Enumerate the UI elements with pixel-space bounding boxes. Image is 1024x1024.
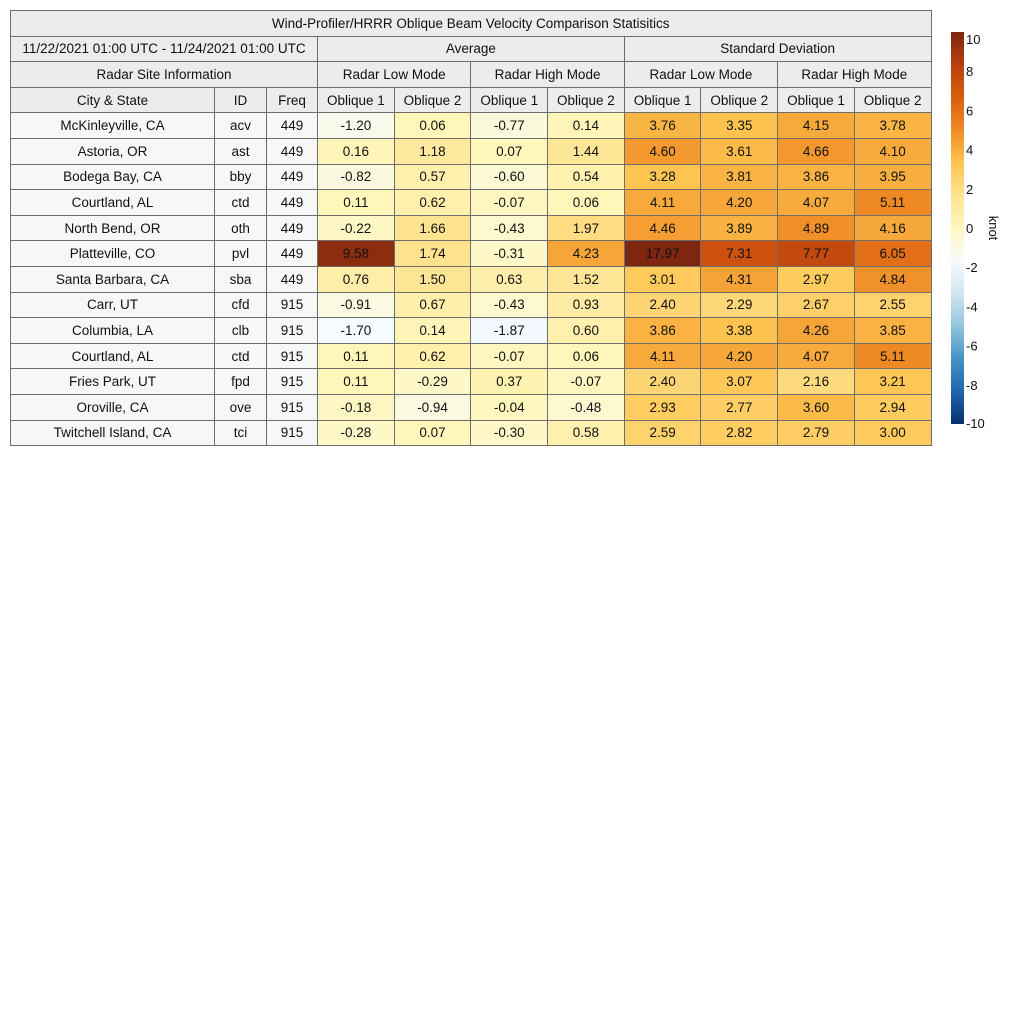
value-cell: 3.89 xyxy=(701,215,778,241)
value-cell: 2.77 xyxy=(701,394,778,420)
date-range: 11/22/2021 01:00 UTC - 11/24/2021 01:00 UTC xyxy=(11,36,318,62)
site-id-cell: cfd xyxy=(215,292,267,318)
city-state-cell: Bodega Bay, CA xyxy=(11,164,215,190)
table-row xyxy=(11,241,932,267)
value-cell: 4.66 xyxy=(778,138,855,164)
value-cell: 0.06 xyxy=(548,343,625,369)
value-cell: 4.11 xyxy=(624,190,701,216)
value-cell: 17.97 xyxy=(624,241,701,267)
value-cell: -0.48 xyxy=(548,394,625,420)
value-cell: 0.11 xyxy=(318,343,395,369)
city-state-cell: McKinleyville, CA xyxy=(11,113,215,139)
city-state-cell: Oroville, CA xyxy=(11,394,215,420)
value-cell: 0.62 xyxy=(394,343,471,369)
freq-cell: 915 xyxy=(267,343,318,369)
value-cell: 2.40 xyxy=(624,369,701,395)
value-cell: 4.15 xyxy=(778,113,855,139)
city-state-cell: Courtland, AL xyxy=(11,343,215,369)
avg-high-oblique2-header: Oblique 2 xyxy=(548,87,625,113)
value-cell: -0.77 xyxy=(471,113,548,139)
city-state-header: City & State xyxy=(11,87,215,113)
std-low-mode-header: Radar Low Mode xyxy=(624,62,777,88)
std-low-oblique1-header: Oblique 1 xyxy=(624,87,701,113)
value-cell: 2.97 xyxy=(778,266,855,292)
city-state-cell: Platteville, CO xyxy=(11,241,215,267)
table-row xyxy=(11,394,932,420)
site-id-cell: fpd xyxy=(215,369,267,395)
value-cell: -0.28 xyxy=(318,420,395,446)
freq-cell: 915 xyxy=(267,318,318,344)
value-cell: -1.20 xyxy=(318,113,395,139)
value-cell: 3.85 xyxy=(854,318,931,344)
value-cell: 4.23 xyxy=(548,241,625,267)
value-cell: 2.40 xyxy=(624,292,701,318)
value-cell: -0.07 xyxy=(548,369,625,395)
site-id-cell: ove xyxy=(215,394,267,420)
site-id-cell: pvl xyxy=(215,241,267,267)
value-cell: 4.07 xyxy=(778,190,855,216)
city-state-cell: Carr, UT xyxy=(11,292,215,318)
stddev-header: Standard Deviation xyxy=(624,36,931,62)
site-id-cell: sba xyxy=(215,266,267,292)
value-cell: 1.74 xyxy=(394,241,471,267)
freq-cell: 449 xyxy=(267,266,318,292)
colorbar-gradient xyxy=(951,32,964,424)
freq-cell: 449 xyxy=(267,138,318,164)
value-cell: 2.93 xyxy=(624,394,701,420)
value-cell: 3.86 xyxy=(778,164,855,190)
colorbar-label: knot xyxy=(986,215,1001,241)
value-cell: -1.70 xyxy=(318,318,395,344)
value-cell: 5.11 xyxy=(854,190,931,216)
value-cell: 4.11 xyxy=(624,343,701,369)
value-cell: 2.55 xyxy=(854,292,931,318)
value-cell: 4.07 xyxy=(778,343,855,369)
colorbar xyxy=(951,32,1021,432)
avg-high-oblique1-header: Oblique 1 xyxy=(471,87,548,113)
value-cell: 0.63 xyxy=(471,266,548,292)
site-id-cell: clb xyxy=(215,318,267,344)
value-cell: 2.79 xyxy=(778,420,855,446)
colorbar-tick-label: 4 xyxy=(966,142,974,158)
value-cell: 0.37 xyxy=(471,369,548,395)
table-row xyxy=(11,164,932,190)
site-info-header: Radar Site Information xyxy=(11,62,318,88)
value-cell: -0.04 xyxy=(471,394,548,420)
freq-cell: 915 xyxy=(267,292,318,318)
value-cell: 4.89 xyxy=(778,215,855,241)
value-cell: 0.11 xyxy=(318,369,395,395)
avg-high-mode-header: Radar High Mode xyxy=(471,62,624,88)
value-cell: 0.76 xyxy=(318,266,395,292)
freq-cell: 449 xyxy=(267,164,318,190)
value-cell: -0.60 xyxy=(471,164,548,190)
value-cell: -1.87 xyxy=(471,318,548,344)
std-high-oblique2-header: Oblique 2 xyxy=(854,87,931,113)
avg-low-oblique1-header: Oblique 1 xyxy=(318,87,395,113)
value-cell: 1.50 xyxy=(394,266,471,292)
table-row xyxy=(11,292,932,318)
city-state-cell: Twitchell Island, CA xyxy=(11,420,215,446)
freq-cell: 915 xyxy=(267,394,318,420)
value-cell: -0.94 xyxy=(394,394,471,420)
value-cell: 3.86 xyxy=(624,318,701,344)
value-cell: -0.31 xyxy=(471,241,548,267)
value-cell: -0.91 xyxy=(318,292,395,318)
value-cell: 0.14 xyxy=(394,318,471,344)
value-cell: 0.67 xyxy=(394,292,471,318)
value-cell: -0.18 xyxy=(318,394,395,420)
site-id-cell: ast xyxy=(215,138,267,164)
value-cell: 4.16 xyxy=(854,215,931,241)
colorbar-tick-label: 0 xyxy=(966,221,974,236)
value-cell: 0.62 xyxy=(394,190,471,216)
table-row xyxy=(11,420,932,446)
id-header: ID xyxy=(215,87,267,113)
value-cell: 3.61 xyxy=(701,138,778,164)
freq-cell: 915 xyxy=(267,420,318,446)
table-row xyxy=(11,113,932,139)
freq-cell: 449 xyxy=(267,113,318,139)
site-id-cell: bby xyxy=(215,164,267,190)
std-high-mode-header: Radar High Mode xyxy=(778,62,931,88)
value-cell: 0.06 xyxy=(394,113,471,139)
value-cell: -0.43 xyxy=(471,215,548,241)
value-cell: 1.52 xyxy=(548,266,625,292)
value-cell: 4.31 xyxy=(701,266,778,292)
value-cell: 2.29 xyxy=(701,292,778,318)
value-cell: 1.97 xyxy=(548,215,625,241)
table-row xyxy=(11,215,932,241)
value-cell: 3.38 xyxy=(701,318,778,344)
value-cell: 0.58 xyxy=(548,420,625,446)
table-row xyxy=(11,369,932,395)
city-state-cell: Fries Park, UT xyxy=(11,369,215,395)
table-row xyxy=(11,318,932,344)
value-cell: 7.77 xyxy=(778,241,855,267)
value-cell: 3.76 xyxy=(624,113,701,139)
freq-cell: 449 xyxy=(267,241,318,267)
value-cell: 1.66 xyxy=(394,215,471,241)
freq-header: Freq xyxy=(267,87,318,113)
city-state-cell: Santa Barbara, CA xyxy=(11,266,215,292)
value-cell: 3.00 xyxy=(854,420,931,446)
colorbar-tick-label: -6 xyxy=(966,338,978,354)
value-cell: 2.16 xyxy=(778,369,855,395)
value-cell: 4.20 xyxy=(701,190,778,216)
value-cell: 3.28 xyxy=(624,164,701,190)
value-cell: 2.94 xyxy=(854,394,931,420)
value-cell: 3.60 xyxy=(778,394,855,420)
value-cell: 0.06 xyxy=(548,190,625,216)
city-state-cell: Courtland, AL xyxy=(11,190,215,216)
table-title: Wind-Profiler/HRRR Oblique Beam Velocity Comparison Statisitics xyxy=(11,11,932,37)
avg-low-mode-header: Radar Low Mode xyxy=(318,62,471,88)
value-cell: 0.14 xyxy=(548,113,625,139)
value-cell: -0.07 xyxy=(471,343,548,369)
table-row xyxy=(11,343,932,369)
value-cell: 4.26 xyxy=(778,318,855,344)
value-cell: -0.30 xyxy=(471,420,548,446)
value-cell: 1.44 xyxy=(548,138,625,164)
value-cell: 0.16 xyxy=(318,138,395,164)
value-cell: 3.01 xyxy=(624,266,701,292)
value-cell: 0.07 xyxy=(394,420,471,446)
table-row xyxy=(11,138,932,164)
value-cell: 3.07 xyxy=(701,369,778,395)
freq-cell: 449 xyxy=(267,190,318,216)
std-low-oblique2-header: Oblique 2 xyxy=(701,87,778,113)
value-cell: 4.46 xyxy=(624,215,701,241)
value-cell: 4.10 xyxy=(854,138,931,164)
comparison-table xyxy=(10,10,932,446)
value-cell: 0.57 xyxy=(394,164,471,190)
colorbar-tick-label: 10 xyxy=(966,32,981,47)
value-cell: -0.07 xyxy=(471,190,548,216)
colorbar-tick-label: 6 xyxy=(966,103,974,119)
value-cell: 4.60 xyxy=(624,138,701,164)
value-cell: 0.07 xyxy=(471,138,548,164)
avg-low-oblique2-header: Oblique 2 xyxy=(394,87,471,113)
colorbar-tick-label: 8 xyxy=(966,64,974,80)
value-cell: 2.67 xyxy=(778,292,855,318)
value-cell: 0.60 xyxy=(548,318,625,344)
colorbar-tick-label: -2 xyxy=(966,260,978,276)
colorbar-tick-label: 2 xyxy=(966,181,974,197)
site-id-cell: oth xyxy=(215,215,267,241)
value-cell: 3.95 xyxy=(854,164,931,190)
site-id-cell: ctd xyxy=(215,343,267,369)
colorbar-tick-label: -8 xyxy=(966,377,978,393)
freq-cell: 449 xyxy=(267,215,318,241)
value-cell: 4.84 xyxy=(854,266,931,292)
value-cell: 9.58 xyxy=(318,241,395,267)
value-cell: -0.43 xyxy=(471,292,548,318)
value-cell: 2.82 xyxy=(701,420,778,446)
value-cell: 3.81 xyxy=(701,164,778,190)
value-cell: 0.93 xyxy=(548,292,625,318)
value-cell: 0.54 xyxy=(548,164,625,190)
city-state-cell: Columbia, LA xyxy=(11,318,215,344)
std-high-oblique1-header: Oblique 1 xyxy=(778,87,855,113)
value-cell: -0.29 xyxy=(394,369,471,395)
value-cell: 2.59 xyxy=(624,420,701,446)
table-row xyxy=(11,190,932,216)
city-state-cell: North Bend, OR xyxy=(11,215,215,241)
value-cell: 0.11 xyxy=(318,190,395,216)
table-row xyxy=(11,266,932,292)
value-cell: -0.82 xyxy=(318,164,395,190)
site-id-cell: ctd xyxy=(215,190,267,216)
value-cell: 1.18 xyxy=(394,138,471,164)
city-state-cell: Astoria, OR xyxy=(11,138,215,164)
value-cell: 3.35 xyxy=(701,113,778,139)
colorbar-tick-label: -4 xyxy=(966,299,978,315)
value-cell: 5.11 xyxy=(854,343,931,369)
value-cell: 6.05 xyxy=(854,241,931,267)
site-id-cell: tci xyxy=(215,420,267,446)
average-header: Average xyxy=(318,36,625,62)
value-cell: 7.31 xyxy=(701,241,778,267)
value-cell: -0.22 xyxy=(318,215,395,241)
value-cell: 3.21 xyxy=(854,369,931,395)
freq-cell: 915 xyxy=(267,369,318,395)
colorbar-tick-label: -10 xyxy=(966,416,985,431)
value-cell: 4.20 xyxy=(701,343,778,369)
site-id-cell: acv xyxy=(215,113,267,139)
value-cell: 3.78 xyxy=(854,113,931,139)
